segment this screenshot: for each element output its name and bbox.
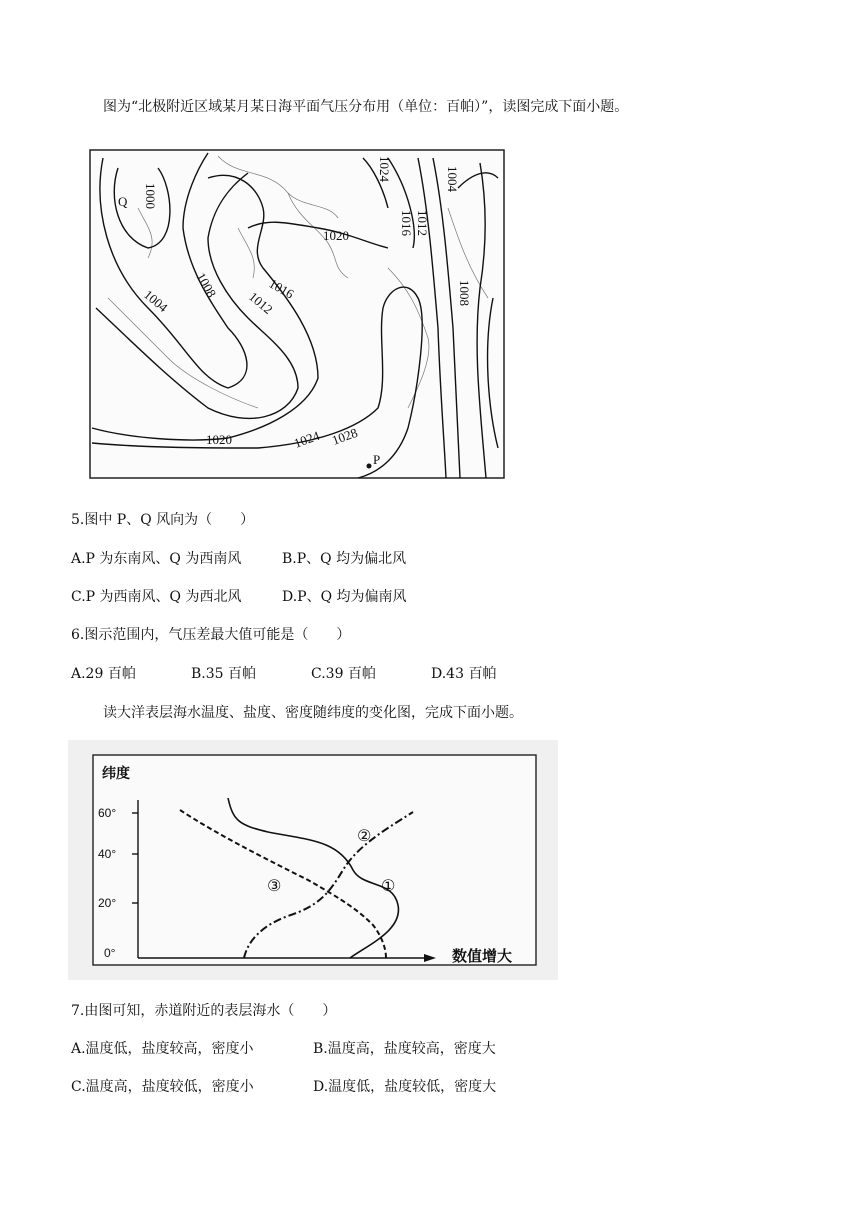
isobar-label-1004-east: 1004	[445, 166, 460, 192]
q6-option-d[interactable]: D.43 百帕	[431, 666, 497, 682]
q7-option-c[interactable]: C.温度高，盐度较低，密度小	[71, 1079, 254, 1095]
q7-option-d[interactable]: D.温度低，盐度较低，密度大	[313, 1079, 497, 1095]
x-axis-label: 数值增大	[452, 948, 513, 965]
isobar-label-1012-east: 1012	[415, 210, 430, 236]
isobar-label-1028-south: 1028	[329, 424, 360, 448]
curve-label-2: ②	[357, 826, 372, 845]
isobar-label-1008-west: 1008	[193, 270, 220, 301]
curve-label-3: ③	[267, 876, 282, 895]
q7-option-b[interactable]: B.温度高，盐度较高，密度大	[313, 1041, 496, 1057]
isobar-label-1004-west: 1004	[141, 286, 171, 316]
q7-stem: 7.由图可知，赤道附近的表层海水（ ）	[71, 1003, 337, 1019]
q6-stem: 6.图示范围内，气压差最大值可能是（ ）	[71, 627, 351, 643]
q6-option-b[interactable]: B.35 百帕	[191, 666, 257, 682]
isobar-label-1008-east: 1008	[457, 280, 472, 306]
y-tick-20: 20°	[98, 896, 117, 910]
isobar-label-1016-west: 1016	[266, 275, 297, 302]
q5-option-b[interactable]: B.P、Q 均为偏北风	[282, 551, 407, 567]
isobar-label-1020-south: 1020	[206, 432, 232, 447]
latitude-chart	[68, 740, 558, 980]
y-tick-60: 60°	[98, 806, 117, 820]
isobar-label-1024-south: 1024	[291, 427, 322, 451]
isobar-map	[88, 148, 506, 480]
intro-text-chart: 读大洋表层海水温度、盐度、密度随纬度的变化图，完成下面小题。	[103, 705, 523, 721]
q5-stem: 5.图中 P、Q 风向为（ ）	[71, 512, 255, 528]
q5-option-a[interactable]: A.P 为东南风、Q 为西南风	[71, 551, 242, 567]
q7-option-a[interactable]: A.温度低，盐度较高，密度小	[71, 1041, 254, 1057]
intro-text-map: 图为“北极附近区域某月某日海平面气压分布用（单位：百帕）”，读图完成下面小题。	[103, 99, 629, 115]
isobar-label-1024-north: 1024	[377, 156, 392, 182]
q5-option-c[interactable]: C.P 为西南风、Q 为西北风	[71, 589, 242, 605]
q6-option-a[interactable]: A.29 百帕	[71, 666, 136, 682]
q5-option-d[interactable]: D.P、Q 均为偏南风	[282, 589, 407, 605]
isobar-label-1012-west: 1012	[246, 288, 276, 318]
isobar-label-1016-east: 1016	[399, 210, 414, 236]
point-q-label: Q	[118, 194, 128, 209]
point-p-label: P	[373, 452, 381, 467]
q6-option-c[interactable]: C.39 百帕	[311, 666, 376, 682]
y-axis-label: 纬度	[102, 765, 130, 781]
y-tick-0: 0°	[104, 946, 116, 960]
isobar-label-1000: 1000	[143, 183, 158, 209]
curve-label-1: ①	[381, 876, 396, 895]
y-tick-40: 40°	[98, 847, 117, 861]
isobar-label-1020-north: 1020	[323, 228, 349, 243]
point-p-dot	[367, 464, 372, 469]
